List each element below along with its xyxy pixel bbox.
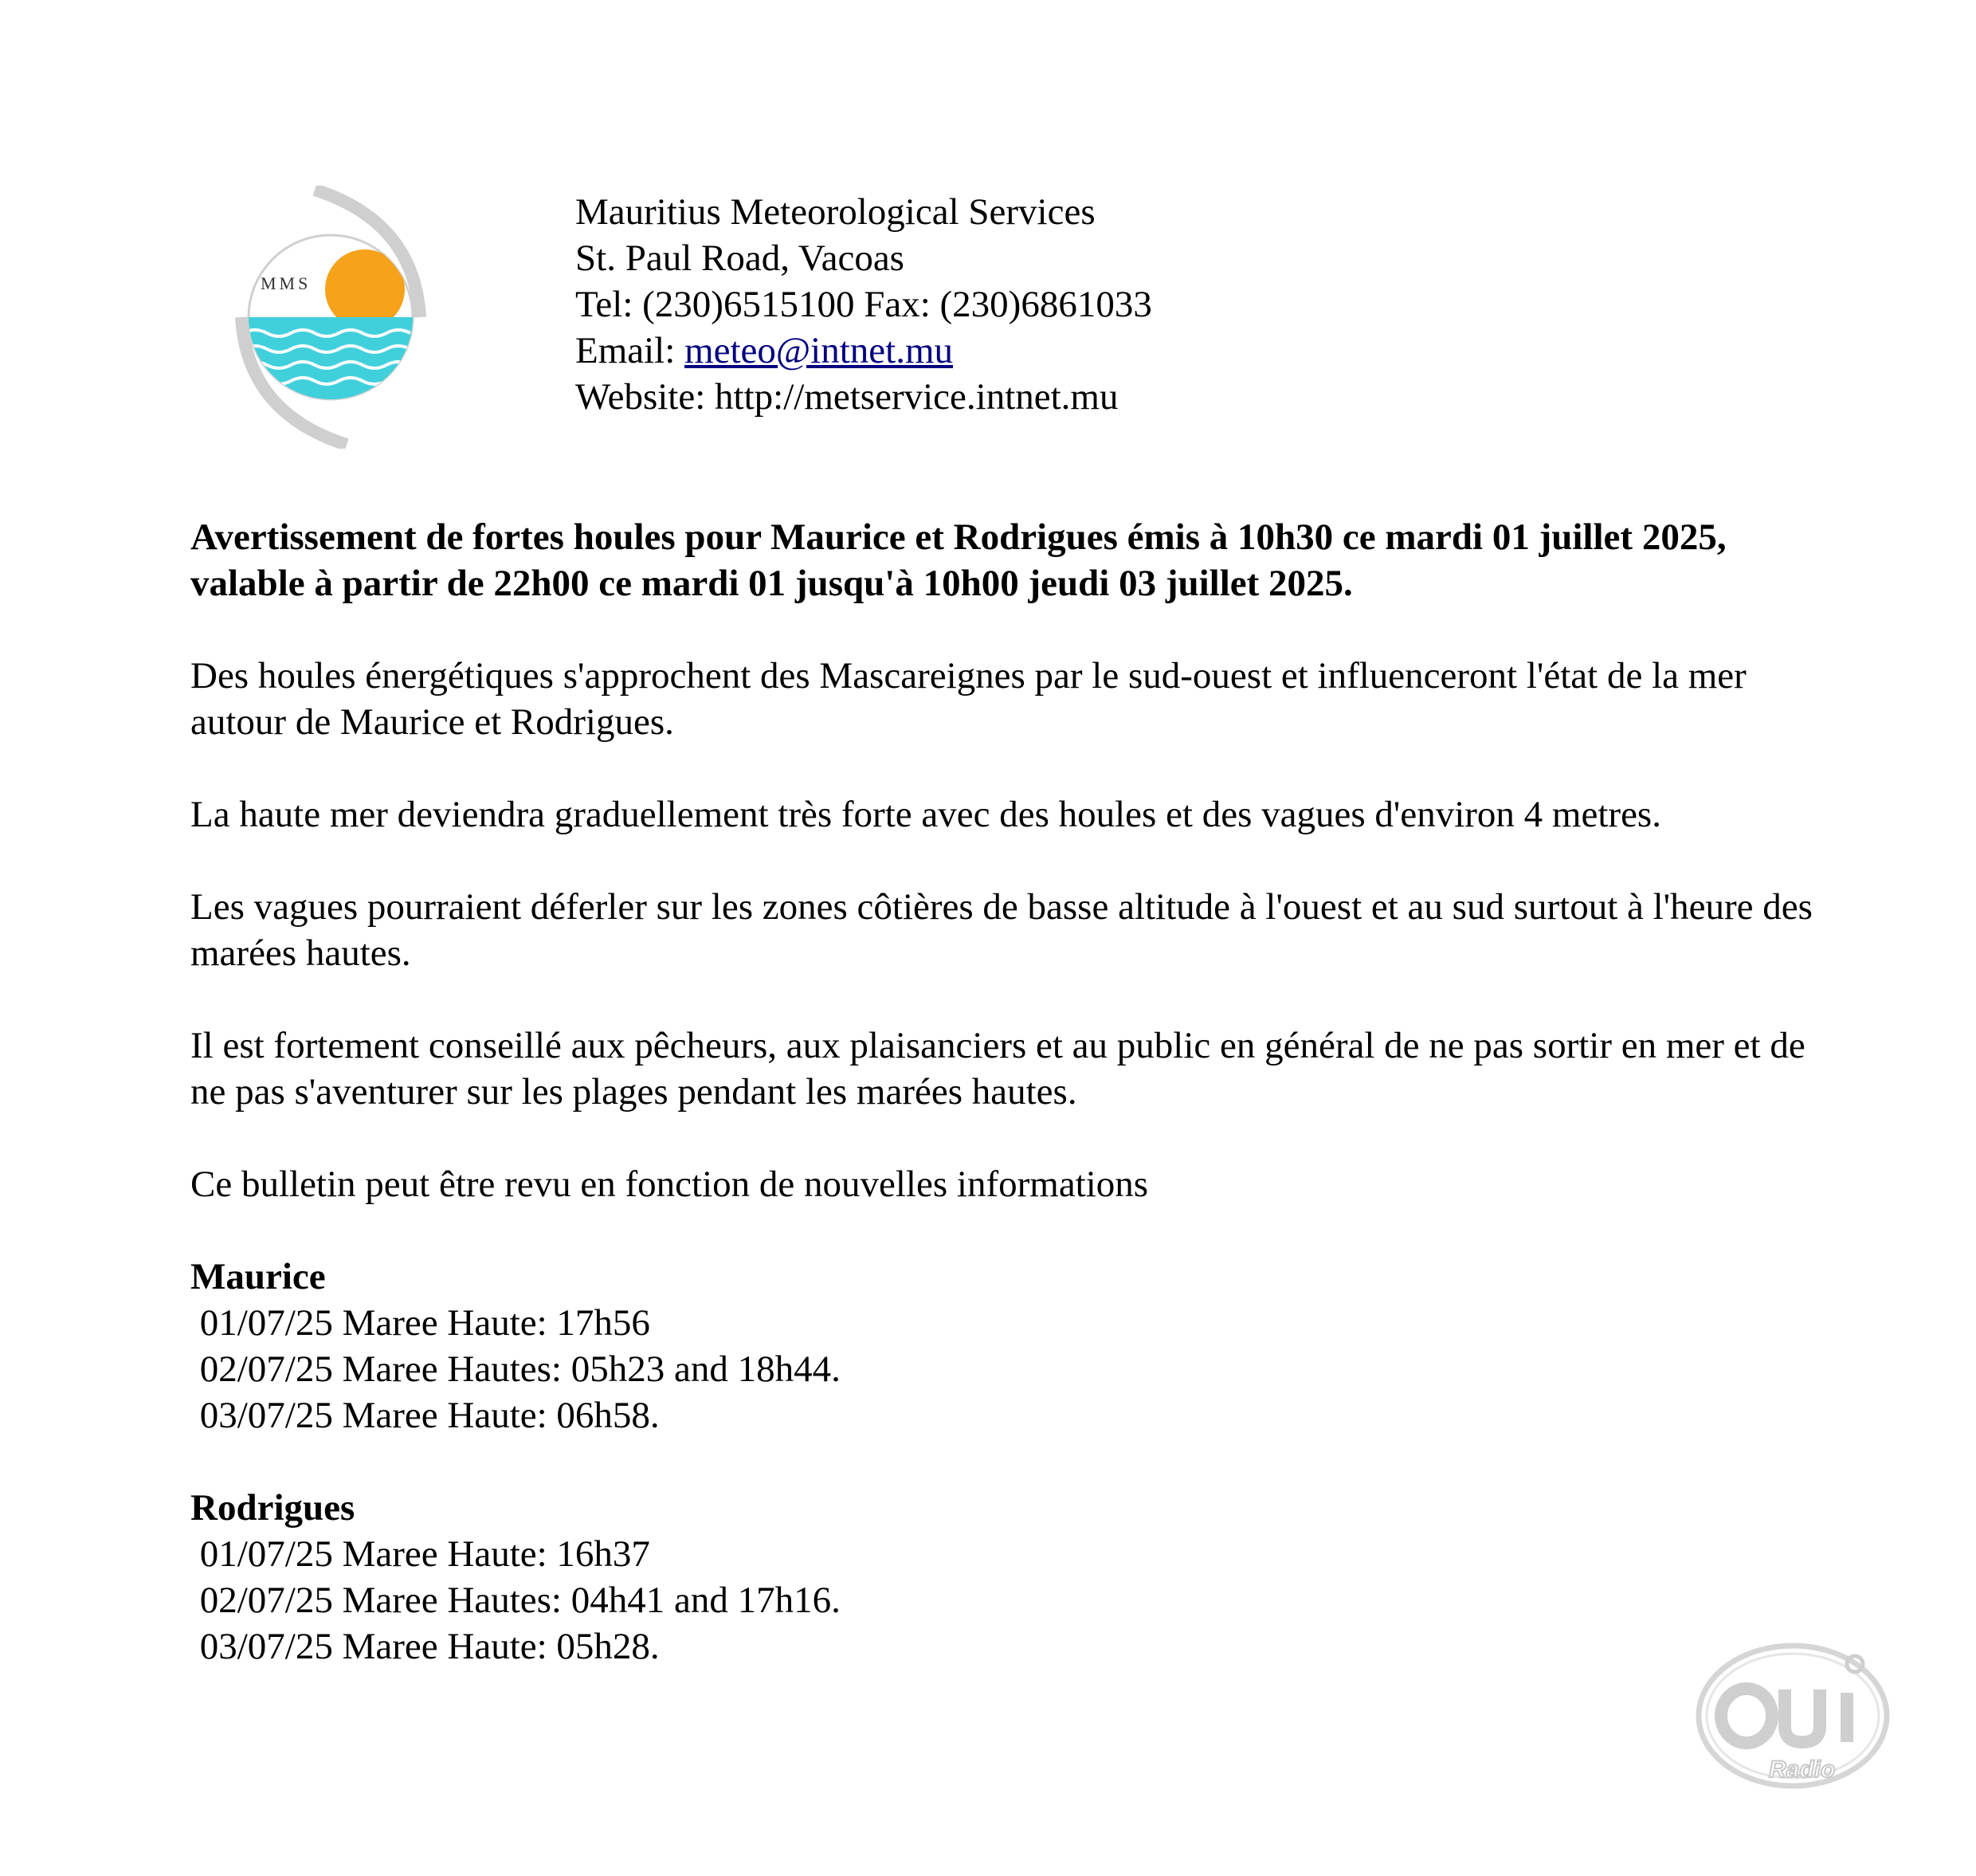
bulletin-paragraph: Des houles énergétiques s'approchent des Mascareignes par le sud-ouest et influenceront l'état de la mer autour de Maurice et Rodrigues. [190, 655, 1747, 743]
rodrigues-tide-list [190, 1531, 1816, 1670]
tide-line: 02/07/25 Maree Hautes: 05h23 and 18h44. [190, 1348, 841, 1390]
rodrigues-heading: Rodrigues [190, 1487, 355, 1529]
tide-line: 03/07/25 Maree Haute: 05h28. [190, 1626, 660, 1667]
watermark-logo [1691, 1640, 1898, 1799]
tide-line: 02/07/25 Maree Hautes: 04h41 and 17h16. [190, 1580, 841, 1621]
bulletin-paragraph: Les vagues pourraient déferler sur les zones côtières de basse altitude à l'ouest et au sud surtout à l'heure des marées hautes. [190, 886, 1813, 974]
email-label: Email: [575, 330, 685, 371]
header-contact-block [575, 189, 1152, 420]
mms-logo [235, 186, 426, 449]
website: Website: http://metservice.intnet.mu [575, 376, 1119, 418]
bulletin-paragraph: La haute mer deviendra graduellement très forte avec des houles et des vagues d'environ 4 metres. [190, 794, 1661, 835]
org-name: Mauritius Meteorological Services [575, 191, 1096, 233]
bulletin-paragraph: Il est fortement conseillé aux pêcheurs, aux plaisanciers et au public en général de ne pas sortir en mer et de ne pas s'aventurer sur les plages pendant les marées hautes. [190, 1025, 1805, 1113]
maurice-tide-list [190, 1300, 1816, 1438]
bulletin-content [190, 514, 1816, 1670]
bulletin-title: Avertissement de fortes houles pour Maurice et Rodrigues émis à 10h30 ce mardi 01 juillet 2025, valable à partir de 22h00 ce mardi 01 jusqu'à 10h00 jeudi 03 juillet 2025. [190, 516, 1727, 604]
logo-text: MMS [261, 273, 312, 293]
email-line [575, 328, 1152, 374]
tide-line: 03/07/25 Maree Haute: 06h58. [190, 1395, 660, 1436]
watermark-text: Radio [1769, 1756, 1836, 1783]
tide-line: 01/07/25 Maree Haute: 16h37 [190, 1533, 650, 1575]
phone-fax: Tel: (230)6515100 Fax: (230)6861033 [575, 284, 1152, 325]
email-link[interactable]: meteo@intnet.mu [684, 330, 954, 371]
maurice-heading: Maurice [190, 1256, 326, 1297]
address: St. Paul Road, Vacoas [575, 237, 904, 279]
bulletin-paragraph: Ce bulletin peut être revu en fonction de nouvelles informations [190, 1164, 1149, 1205]
tide-line: 01/07/25 Maree Haute: 17h56 [190, 1302, 650, 1344]
